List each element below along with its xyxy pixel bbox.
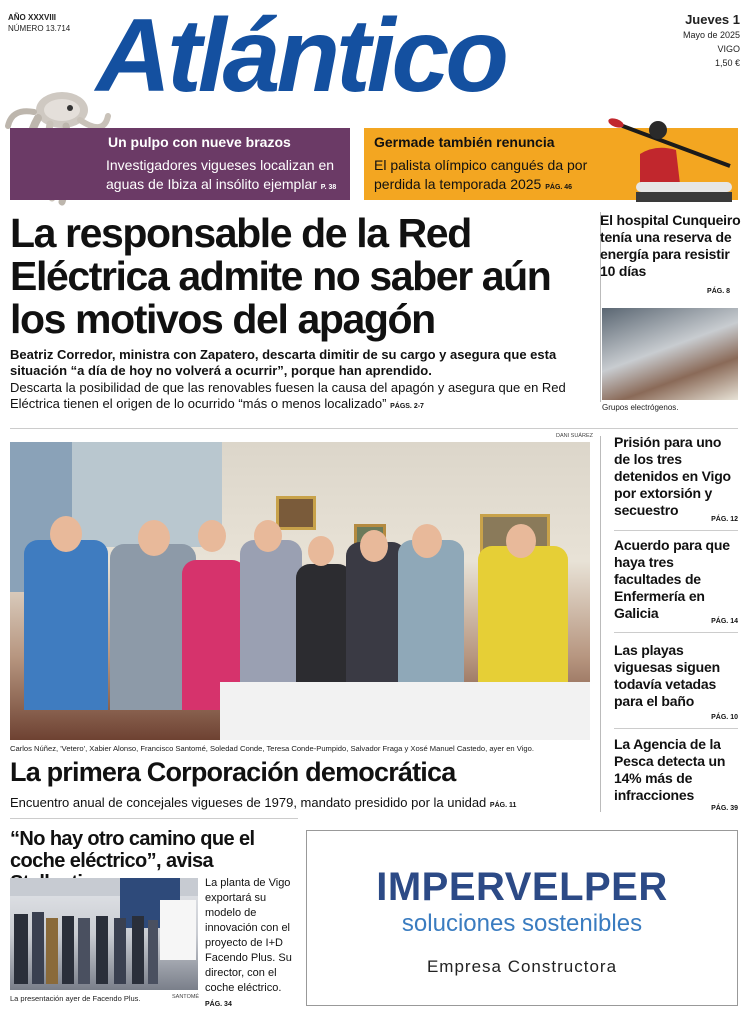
lead-headline[interactable]: La responsable de la Red Eléctrica admite no saber aún los motivos del apagón <box>10 210 551 342</box>
ad-brand: IMPERVELPER <box>376 865 668 909</box>
canoeist-photo <box>606 114 738 208</box>
newspaper-logo[interactable]: Atlántico <box>96 0 505 114</box>
teaser-octopus[interactable] <box>10 128 350 200</box>
hospital-caption: Grupos electrógenos. <box>602 403 679 412</box>
section-divider <box>10 428 738 429</box>
hospital-headline[interactable]: El hospital Cunqueiro tenía una reserva de energía para resistir 10 días <box>600 212 741 279</box>
feature-page: PÁG. 11 <box>489 802 517 809</box>
feature-photo <box>10 442 590 740</box>
hospital-photo <box>602 308 738 400</box>
teaser-octopus-page: P. 38 <box>320 184 337 191</box>
brief-divider <box>614 530 738 531</box>
brief-prison-page-wrap <box>614 516 740 526</box>
brief-nursing-page-wrap <box>614 618 740 628</box>
teaser-germade-text: El palista olímpico cangués da por perdida la temporada 2025 PÁG. 46 <box>374 157 588 192</box>
issue-price: 1,50 € <box>714 58 740 68</box>
feature-subhead: Encuentro anual de concejales vigueses de 1979, mandato presidido por la unidad PÁG. 11 <box>10 795 517 810</box>
brief-divider <box>614 632 738 633</box>
masthead-meta-left <box>8 12 70 34</box>
brief-prison[interactable]: Prisión para uno de los tres detenidos en Vigo por extorsión y secuestro <box>614 434 731 518</box>
issue-number: NÚMERO 13.714 <box>8 24 71 33</box>
hospital-page: PÁG. 8 <box>707 288 730 295</box>
ad-subtitle: Empresa Constructora <box>426 957 618 976</box>
section-divider <box>10 818 298 819</box>
advertisement[interactable] <box>306 830 738 1006</box>
brief-beaches-page: PÁG. 10 <box>711 714 738 721</box>
brief-prison-page: PÁG. 12 <box>711 516 738 523</box>
brief-beaches-page-wrap <box>614 714 740 724</box>
stellantis-text: La planta de Vigo exportará su modelo de innovación con el proyecto de I+D Facendo Plus. Su director, con el coche eléctrico. PÁG. 34 <box>205 877 292 1008</box>
lead-deck: Beatriz Corredor, ministra con Zapatero, descarta dimitir de su cargo y asegura que esta situación “a día de hoy no volverá a ocurrir”, porque han aprendido. <box>10 347 557 378</box>
lead-page: PÁGS. 2-7 <box>390 403 424 410</box>
masthead-meta-right <box>683 12 740 70</box>
brief-divider <box>614 728 738 729</box>
ad-slogan: soluciones sostenibles <box>401 910 643 937</box>
issue-day: Jueves 1 <box>685 12 740 27</box>
brief-fishing-page: PÁG. 39 <box>711 805 738 812</box>
feature-credit: DANI SUÁREZ <box>556 433 593 439</box>
brief-nursing[interactable]: Acuerdo para que haya tres facultades de Enfermería en Galicia <box>614 537 730 621</box>
teaser-octopus-title: Un pulpo con nueve brazos <box>108 134 291 150</box>
teaser-germade-title: Germade también renuncia <box>374 134 555 150</box>
brief-nursing-page: PÁG. 14 <box>711 618 738 625</box>
stellantis-photo <box>10 878 198 990</box>
feature-caption: Carlos Núñez, 'Vetero', Xabier Alonso, Francisco Santomé, Soledad Conde, Teresa Conde-Pumpido, Salvador Fraga y Xosé Manuel Castedo, ayer en Vigo. <box>10 744 534 753</box>
brief-beaches[interactable]: Las playas viguesas siguen todavía vetadas para el baño <box>614 642 720 709</box>
hospital-page-wrap <box>600 288 742 298</box>
stellantis-page: PÁG. 34 <box>205 1001 232 1008</box>
brief-fishing[interactable]: La Agencia de la Pesca detecta un 14% más de infracciones <box>614 736 726 803</box>
stellantis-credit: SANTOMÉ <box>172 994 200 1000</box>
issue-date: Mayo de 2025 <box>682 30 740 40</box>
brief-fishing-page-wrap <box>614 805 740 815</box>
teaser-octopus-text: Investigadores vigueses localizan en aguas de Ibiza al insólito ejemplar P. 38 <box>106 157 337 192</box>
sidebar-divider <box>600 436 601 812</box>
feature-headline[interactable]: La primera Corporación democrática <box>10 757 456 787</box>
issue-city: VIGO <box>717 44 740 54</box>
stellantis-headline[interactable]: “No hay otro camino que el coche eléctrico”, avisa <box>10 828 255 872</box>
teaser-germade-page: PÁG. 46 <box>545 184 573 191</box>
stellantis-caption: La presentación ayer de Facendo Plus. <box>10 994 141 1003</box>
lead-body: Descarta la posibilidad de que las renovables fuesen la causa del apagón y asegura que en Red Eléctrica tienen el origen de lo ocurrido “más o menos localizado” PÁGS. 2-7 <box>10 380 566 411</box>
year-label: AÑO XXXVIII <box>8 13 57 22</box>
